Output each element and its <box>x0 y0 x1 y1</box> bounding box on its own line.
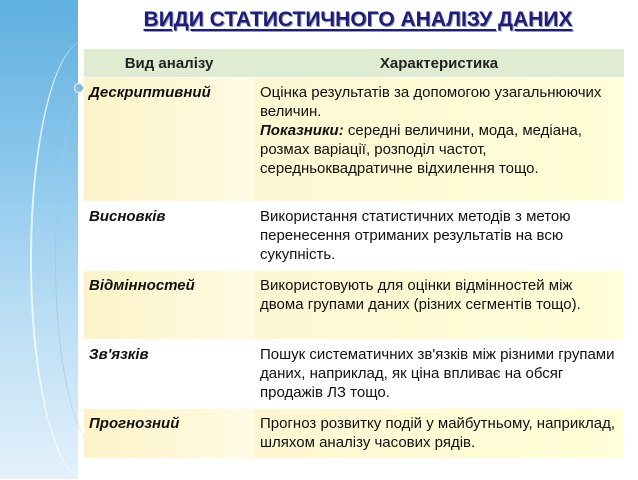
indicators-keyword: Показники: <box>260 122 344 139</box>
row-description-relations: Пошук систематичних зв'язків між різними групами даних, наприклад, як ціна впливає на обсяг продажів ЛЗ тощо. <box>254 340 624 409</box>
row-type-descriptive: Дескриптивний <box>84 78 254 202</box>
table-row <box>84 409 624 459</box>
table-row <box>84 271 624 340</box>
table-row <box>84 202 624 271</box>
slide-title: ВИДИ СТАТИСТИЧНОГО АНАЛІЗУ ДАНИХ <box>143 8 573 31</box>
header-characteristic: Характеристика <box>254 49 624 78</box>
row-description-descriptive <box>254 78 624 202</box>
indicators-text: середні величини, мода, медіана, розмах варіації, розподіл частот, середньоквадратичне відхилення тощо. <box>260 122 582 177</box>
row-description-forecast: Прогноз розвитку подій у майбутньому, наприклад, шляхом аналізу часових рядів. <box>254 409 624 459</box>
row-description-differences: Використовують для оцінки відмінностей між двома групами даних (різних сегментів тощо). <box>254 271 624 340</box>
analysis-types-table <box>84 49 624 458</box>
decorative-dot-icon <box>74 83 84 93</box>
header-analysis-type: Вид аналізу <box>84 49 254 78</box>
row-type-differences: Відмінностей <box>84 271 254 340</box>
row-type-forecast: Прогнозний <box>84 409 254 459</box>
table-row <box>84 340 624 409</box>
row-type-relations: Зв'язків <box>84 340 254 409</box>
table-row <box>84 78 624 202</box>
row-description-conclusions: Використання статистичних методів з метою перенесення отриманих результатів на всю сукупність. <box>254 202 624 271</box>
table-header-row <box>84 49 624 78</box>
row-type-conclusions: Висновків <box>84 202 254 271</box>
description-text: Оцінка результатів за допомогою узагальнюючих величин. <box>260 84 602 120</box>
